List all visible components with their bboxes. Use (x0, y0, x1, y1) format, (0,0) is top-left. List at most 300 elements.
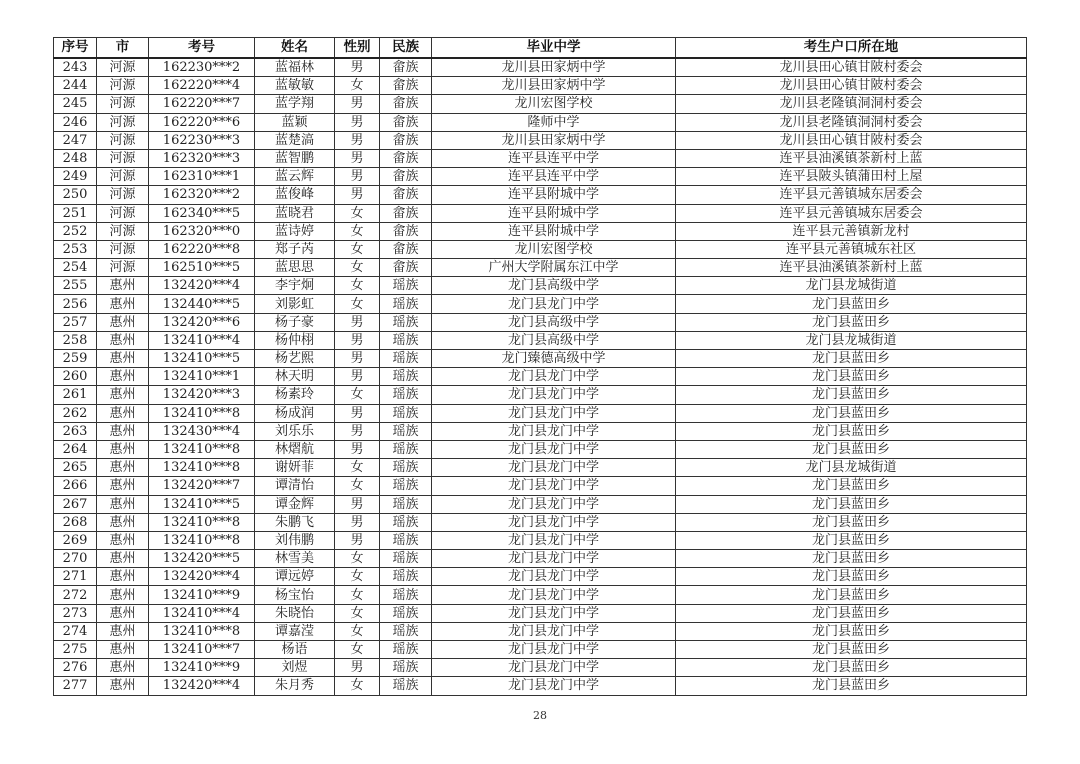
cell-index: 276 (54, 659, 97, 677)
cell-exam-id: 132420***4 (149, 677, 255, 695)
cell-ethnicity: 瑶族 (380, 459, 432, 477)
cell-gender: 男 (335, 368, 380, 386)
column-header: 序号 (54, 38, 97, 59)
cell-city: 河源 (97, 259, 149, 277)
cell-school: 龙门县龙门中学 (432, 404, 676, 422)
cell-residence: 龙门县蓝田乡 (676, 368, 1027, 386)
cell-gender: 女 (335, 586, 380, 604)
cell-gender: 女 (335, 222, 380, 240)
cell-school: 龙门臻德高级中学 (432, 350, 676, 368)
cell-index: 268 (54, 513, 97, 531)
column-header: 考生户口所在地 (676, 38, 1027, 59)
table-row (54, 659, 1027, 677)
cell-school: 龙门县龙门中学 (432, 513, 676, 531)
table-row (54, 641, 1027, 659)
cell-name: 蓝诗婷 (255, 222, 335, 240)
cell-index: 264 (54, 440, 97, 458)
table-row (54, 77, 1027, 95)
cell-index: 250 (54, 186, 97, 204)
cell-name: 杨艺熙 (255, 350, 335, 368)
cell-residence: 龙川县田心镇甘陂村委会 (676, 77, 1027, 95)
cell-city: 惠州 (97, 368, 149, 386)
cell-exam-id: 132420***3 (149, 386, 255, 404)
cell-residence: 龙门县龙城街道 (676, 277, 1027, 295)
cell-exam-id: 162320***0 (149, 222, 255, 240)
cell-exam-id: 132420***7 (149, 477, 255, 495)
cell-residence: 龙门县蓝田乡 (676, 568, 1027, 586)
cell-city: 河源 (97, 113, 149, 131)
table-row (54, 277, 1027, 295)
table-row (54, 58, 1027, 77)
cell-exam-id: 132410***1 (149, 368, 255, 386)
cell-index: 267 (54, 495, 97, 513)
cell-name: 蓝云辉 (255, 168, 335, 186)
cell-index: 259 (54, 350, 97, 368)
cell-index: 249 (54, 168, 97, 186)
cell-school: 龙门县龙门中学 (432, 295, 676, 313)
table-row (54, 586, 1027, 604)
table-row (54, 313, 1027, 331)
cell-gender: 男 (335, 131, 380, 149)
table-row (54, 240, 1027, 258)
cell-exam-id: 132410***5 (149, 495, 255, 513)
cell-gender: 男 (335, 531, 380, 549)
cell-city: 惠州 (97, 331, 149, 349)
cell-index: 246 (54, 113, 97, 131)
cell-gender: 男 (335, 350, 380, 368)
cell-residence: 龙门县蓝田乡 (676, 295, 1027, 313)
cell-index: 261 (54, 386, 97, 404)
cell-residence: 连平县元善镇城东居委会 (676, 204, 1027, 222)
cell-school: 龙门县龙门中学 (432, 440, 676, 458)
cell-ethnicity: 瑶族 (380, 404, 432, 422)
cell-index: 248 (54, 149, 97, 167)
cell-name: 谭清怡 (255, 477, 335, 495)
column-header: 考号 (149, 38, 255, 59)
cell-city: 惠州 (97, 440, 149, 458)
cell-residence: 龙门县蓝田乡 (676, 386, 1027, 404)
cell-index: 266 (54, 477, 97, 495)
cell-residence: 连平县油溪镇茶新村上蓝 (676, 149, 1027, 167)
cell-ethnicity: 畲族 (380, 95, 432, 113)
cell-exam-id: 132410***5 (149, 350, 255, 368)
cell-city: 惠州 (97, 531, 149, 549)
cell-school: 龙门县龙门中学 (432, 622, 676, 640)
column-header: 姓名 (255, 38, 335, 59)
cell-city: 河源 (97, 131, 149, 149)
cell-school: 龙川县田家炳中学 (432, 58, 676, 77)
cell-city: 惠州 (97, 604, 149, 622)
table-row (54, 95, 1027, 113)
table-row (54, 295, 1027, 313)
cell-school: 龙门县龙门中学 (432, 659, 676, 677)
column-header: 性别 (335, 38, 380, 59)
cell-residence: 龙川县老隆镇洞洞村委会 (676, 95, 1027, 113)
cell-name: 刘伟鹏 (255, 531, 335, 549)
cell-city: 惠州 (97, 459, 149, 477)
cell-ethnicity: 瑶族 (380, 550, 432, 568)
cell-ethnicity: 瑶族 (380, 495, 432, 513)
cell-ethnicity: 畲族 (380, 186, 432, 204)
cell-exam-id: 132410***8 (149, 622, 255, 640)
cell-gender: 女 (335, 77, 380, 95)
cell-name: 杨成润 (255, 404, 335, 422)
table-row (54, 386, 1027, 404)
cell-residence: 龙门县蓝田乡 (676, 586, 1027, 604)
cell-ethnicity: 畲族 (380, 259, 432, 277)
header-row (54, 38, 1027, 59)
cell-residence: 连平县元善镇城东居委会 (676, 186, 1027, 204)
cell-city: 河源 (97, 204, 149, 222)
cell-residence: 龙门县蓝田乡 (676, 531, 1027, 549)
cell-ethnicity: 瑶族 (380, 440, 432, 458)
table-row (54, 404, 1027, 422)
cell-exam-id: 162220***6 (149, 113, 255, 131)
cell-gender: 男 (335, 495, 380, 513)
cell-name: 蓝福林 (255, 58, 335, 77)
cell-exam-id: 132410***9 (149, 659, 255, 677)
cell-index: 254 (54, 259, 97, 277)
cell-school: 龙门县龙门中学 (432, 477, 676, 495)
cell-ethnicity: 瑶族 (380, 295, 432, 313)
cell-name: 刘乐乐 (255, 422, 335, 440)
table-row (54, 168, 1027, 186)
cell-city: 河源 (97, 222, 149, 240)
cell-ethnicity: 畲族 (380, 149, 432, 167)
table-row (54, 495, 1027, 513)
cell-school: 龙门县龙门中学 (432, 550, 676, 568)
cell-school: 龙门县龙门中学 (432, 677, 676, 695)
cell-exam-id: 162510***5 (149, 259, 255, 277)
cell-city: 惠州 (97, 313, 149, 331)
cell-residence: 连平县陂头镇蒲田村上屋 (676, 168, 1027, 186)
cell-gender: 男 (335, 95, 380, 113)
table-row (54, 368, 1027, 386)
cell-city: 惠州 (97, 659, 149, 677)
cell-city: 惠州 (97, 568, 149, 586)
cell-ethnicity: 畲族 (380, 240, 432, 258)
table-row (54, 113, 1027, 131)
cell-gender: 女 (335, 240, 380, 258)
cell-name: 朱鹏飞 (255, 513, 335, 531)
cell-index: 265 (54, 459, 97, 477)
table-row (54, 204, 1027, 222)
cell-residence: 龙门县蓝田乡 (676, 622, 1027, 640)
cell-ethnicity: 瑶族 (380, 313, 432, 331)
cell-school: 连平县附城中学 (432, 186, 676, 204)
cell-name: 刘煜 (255, 659, 335, 677)
cell-name: 林熠航 (255, 440, 335, 458)
cell-city: 河源 (97, 58, 149, 77)
cell-exam-id: 162230***3 (149, 131, 255, 149)
cell-residence: 连平县元善镇新龙村 (676, 222, 1027, 240)
cell-school: 龙门县龙门中学 (432, 459, 676, 477)
cell-ethnicity: 瑶族 (380, 586, 432, 604)
cell-residence: 龙门县蓝田乡 (676, 313, 1027, 331)
cell-school: 广州大学附属东江中学 (432, 259, 676, 277)
cell-ethnicity: 瑶族 (380, 568, 432, 586)
cell-index: 272 (54, 586, 97, 604)
cell-school: 龙川宏图学校 (432, 240, 676, 258)
cell-index: 257 (54, 313, 97, 331)
cell-exam-id: 162220***8 (149, 240, 255, 258)
cell-ethnicity: 瑶族 (380, 350, 432, 368)
page-number: 28 (533, 709, 547, 722)
column-header: 市 (97, 38, 149, 59)
cell-name: 谭嘉滢 (255, 622, 335, 640)
cell-school: 龙门县高级中学 (432, 313, 676, 331)
table-row (54, 149, 1027, 167)
cell-exam-id: 132410***8 (149, 404, 255, 422)
cell-city: 河源 (97, 149, 149, 167)
cell-city: 惠州 (97, 477, 149, 495)
cell-exam-id: 132420***6 (149, 313, 255, 331)
cell-school: 龙门县龙门中学 (432, 386, 676, 404)
cell-index: 274 (54, 622, 97, 640)
cell-ethnicity: 瑶族 (380, 386, 432, 404)
cell-ethnicity: 瑶族 (380, 513, 432, 531)
cell-name: 朱月秀 (255, 677, 335, 695)
cell-index: 243 (54, 58, 97, 77)
cell-school: 龙川县田家炳中学 (432, 131, 676, 149)
cell-gender: 男 (335, 440, 380, 458)
cell-school: 龙门县龙门中学 (432, 604, 676, 622)
cell-city: 惠州 (97, 277, 149, 295)
cell-residence: 龙门县龙城街道 (676, 331, 1027, 349)
cell-exam-id: 162320***3 (149, 149, 255, 167)
cell-gender: 男 (335, 331, 380, 349)
cell-index: 263 (54, 422, 97, 440)
cell-residence: 龙门县蓝田乡 (676, 477, 1027, 495)
cell-ethnicity: 瑶族 (380, 277, 432, 295)
cell-school: 龙门县龙门中学 (432, 495, 676, 513)
table-row (54, 477, 1027, 495)
cell-index: 275 (54, 641, 97, 659)
cell-gender: 女 (335, 277, 380, 295)
cell-index: 273 (54, 604, 97, 622)
cell-school: 龙门县龙门中学 (432, 368, 676, 386)
cell-exam-id: 162310***1 (149, 168, 255, 186)
cell-ethnicity: 瑶族 (380, 622, 432, 640)
table-row (54, 604, 1027, 622)
cell-residence: 龙门县蓝田乡 (676, 404, 1027, 422)
cell-gender: 女 (335, 459, 380, 477)
cell-school: 龙门县高级中学 (432, 331, 676, 349)
cell-city: 惠州 (97, 586, 149, 604)
cell-residence: 龙门县龙城街道 (676, 459, 1027, 477)
cell-school: 连平县连平中学 (432, 149, 676, 167)
cell-index: 247 (54, 131, 97, 149)
cell-ethnicity: 瑶族 (380, 604, 432, 622)
cell-index: 270 (54, 550, 97, 568)
cell-name: 杨子豪 (255, 313, 335, 331)
table-row (54, 259, 1027, 277)
cell-name: 杨仲栩 (255, 331, 335, 349)
cell-ethnicity: 畲族 (380, 204, 432, 222)
cell-gender: 女 (335, 204, 380, 222)
cell-ethnicity: 瑶族 (380, 331, 432, 349)
cell-gender: 女 (335, 386, 380, 404)
cell-gender: 男 (335, 422, 380, 440)
cell-ethnicity: 畲族 (380, 77, 432, 95)
cell-name: 谭金辉 (255, 495, 335, 513)
cell-school: 龙门县高级中学 (432, 277, 676, 295)
cell-school: 隆师中学 (432, 113, 676, 131)
cell-exam-id: 132420***4 (149, 568, 255, 586)
cell-exam-id: 132410***9 (149, 586, 255, 604)
cell-ethnicity: 畲族 (380, 58, 432, 77)
table-row (54, 677, 1027, 695)
cell-gender: 女 (335, 677, 380, 695)
cell-gender: 男 (335, 149, 380, 167)
cell-name: 蓝楚滈 (255, 131, 335, 149)
cell-city: 惠州 (97, 550, 149, 568)
cell-ethnicity: 畲族 (380, 168, 432, 186)
cell-city: 惠州 (97, 386, 149, 404)
cell-exam-id: 132410***8 (149, 513, 255, 531)
cell-ethnicity: 瑶族 (380, 677, 432, 695)
cell-school: 龙川宏图学校 (432, 95, 676, 113)
cell-city: 惠州 (97, 677, 149, 695)
cell-school: 连平县附城中学 (432, 204, 676, 222)
cell-city: 惠州 (97, 422, 149, 440)
cell-ethnicity: 瑶族 (380, 659, 432, 677)
cell-city: 惠州 (97, 513, 149, 531)
cell-exam-id: 132420***4 (149, 277, 255, 295)
cell-gender: 女 (335, 259, 380, 277)
cell-name: 谭远婷 (255, 568, 335, 586)
cell-name: 郑子芮 (255, 240, 335, 258)
cell-name: 林天明 (255, 368, 335, 386)
cell-gender: 男 (335, 313, 380, 331)
table-row (54, 622, 1027, 640)
cell-exam-id: 132420***5 (149, 550, 255, 568)
cell-gender: 男 (335, 404, 380, 422)
cell-name: 蓝思思 (255, 259, 335, 277)
cell-school: 龙门县龙门中学 (432, 641, 676, 659)
cell-city: 河源 (97, 77, 149, 95)
table-row (54, 513, 1027, 531)
cell-gender: 男 (335, 513, 380, 531)
table-row (54, 550, 1027, 568)
cell-name: 朱晓怡 (255, 604, 335, 622)
cell-index: 277 (54, 677, 97, 695)
student-roster-table (53, 37, 1027, 696)
cell-exam-id: 162220***7 (149, 95, 255, 113)
cell-ethnicity: 瑶族 (380, 422, 432, 440)
cell-city: 惠州 (97, 350, 149, 368)
cell-residence: 龙川县老隆镇洞洞村委会 (676, 113, 1027, 131)
cell-residence: 龙门县蓝田乡 (676, 659, 1027, 677)
cell-ethnicity: 畲族 (380, 222, 432, 240)
cell-ethnicity: 畲族 (380, 113, 432, 131)
table-row (54, 531, 1027, 549)
table-row (54, 331, 1027, 349)
cell-exam-id: 132410***8 (149, 531, 255, 549)
cell-school: 龙门县龙门中学 (432, 422, 676, 440)
cell-gender: 男 (335, 113, 380, 131)
cell-city: 河源 (97, 95, 149, 113)
cell-name: 李宇炯 (255, 277, 335, 295)
cell-gender: 女 (335, 622, 380, 640)
cell-exam-id: 162320***2 (149, 186, 255, 204)
table-row (54, 350, 1027, 368)
cell-school: 龙门县龙门中学 (432, 531, 676, 549)
cell-residence: 龙门县蓝田乡 (676, 641, 1027, 659)
cell-ethnicity: 瑶族 (380, 368, 432, 386)
cell-school: 龙门县龙门中学 (432, 586, 676, 604)
cell-index: 271 (54, 568, 97, 586)
cell-city: 惠州 (97, 495, 149, 513)
cell-school: 龙川县田家炳中学 (432, 77, 676, 95)
table-row (54, 131, 1027, 149)
cell-name: 蓝颖 (255, 113, 335, 131)
table-row (54, 222, 1027, 240)
table-header (54, 38, 1027, 59)
cell-index: 252 (54, 222, 97, 240)
cell-residence: 龙门县蓝田乡 (676, 677, 1027, 695)
cell-exam-id: 162340***5 (149, 204, 255, 222)
cell-ethnicity: 瑶族 (380, 641, 432, 659)
cell-city: 惠州 (97, 295, 149, 313)
cell-exam-id: 132410***8 (149, 459, 255, 477)
table-row (54, 186, 1027, 204)
cell-name: 杨素玲 (255, 386, 335, 404)
cell-gender: 女 (335, 295, 380, 313)
cell-index: 255 (54, 277, 97, 295)
cell-name: 刘影虹 (255, 295, 335, 313)
cell-residence: 龙门县蓝田乡 (676, 422, 1027, 440)
cell-ethnicity: 畲族 (380, 131, 432, 149)
table-row (54, 568, 1027, 586)
table-row (54, 459, 1027, 477)
column-header: 毕业中学 (432, 38, 676, 59)
cell-gender: 女 (335, 477, 380, 495)
cell-city: 惠州 (97, 404, 149, 422)
cell-name: 蓝智鹏 (255, 149, 335, 167)
cell-exam-id: 132410***8 (149, 440, 255, 458)
cell-name: 蓝晓君 (255, 204, 335, 222)
cell-gender: 女 (335, 641, 380, 659)
cell-ethnicity: 瑶族 (380, 477, 432, 495)
cell-gender: 男 (335, 168, 380, 186)
cell-gender: 男 (335, 58, 380, 77)
cell-index: 244 (54, 77, 97, 95)
cell-school: 龙门县龙门中学 (432, 568, 676, 586)
cell-gender: 女 (335, 550, 380, 568)
cell-exam-id: 132410***4 (149, 331, 255, 349)
cell-gender: 男 (335, 659, 380, 677)
cell-exam-id: 162230***2 (149, 58, 255, 77)
cell-exam-id: 132440***5 (149, 295, 255, 313)
table-row (54, 440, 1027, 458)
cell-name: 谢妍菲 (255, 459, 335, 477)
cell-name: 杨语 (255, 641, 335, 659)
cell-index: 256 (54, 295, 97, 313)
cell-residence: 龙门县蓝田乡 (676, 550, 1027, 568)
cell-exam-id: 162220***4 (149, 77, 255, 95)
cell-index: 258 (54, 331, 97, 349)
cell-name: 蓝敏敏 (255, 77, 335, 95)
cell-school: 连平县附城中学 (432, 222, 676, 240)
cell-residence: 龙门县蓝田乡 (676, 513, 1027, 531)
cell-gender: 女 (335, 568, 380, 586)
cell-city: 河源 (97, 186, 149, 204)
cell-ethnicity: 瑶族 (380, 531, 432, 549)
cell-exam-id: 132410***4 (149, 604, 255, 622)
table-row (54, 422, 1027, 440)
table-body (54, 58, 1027, 695)
